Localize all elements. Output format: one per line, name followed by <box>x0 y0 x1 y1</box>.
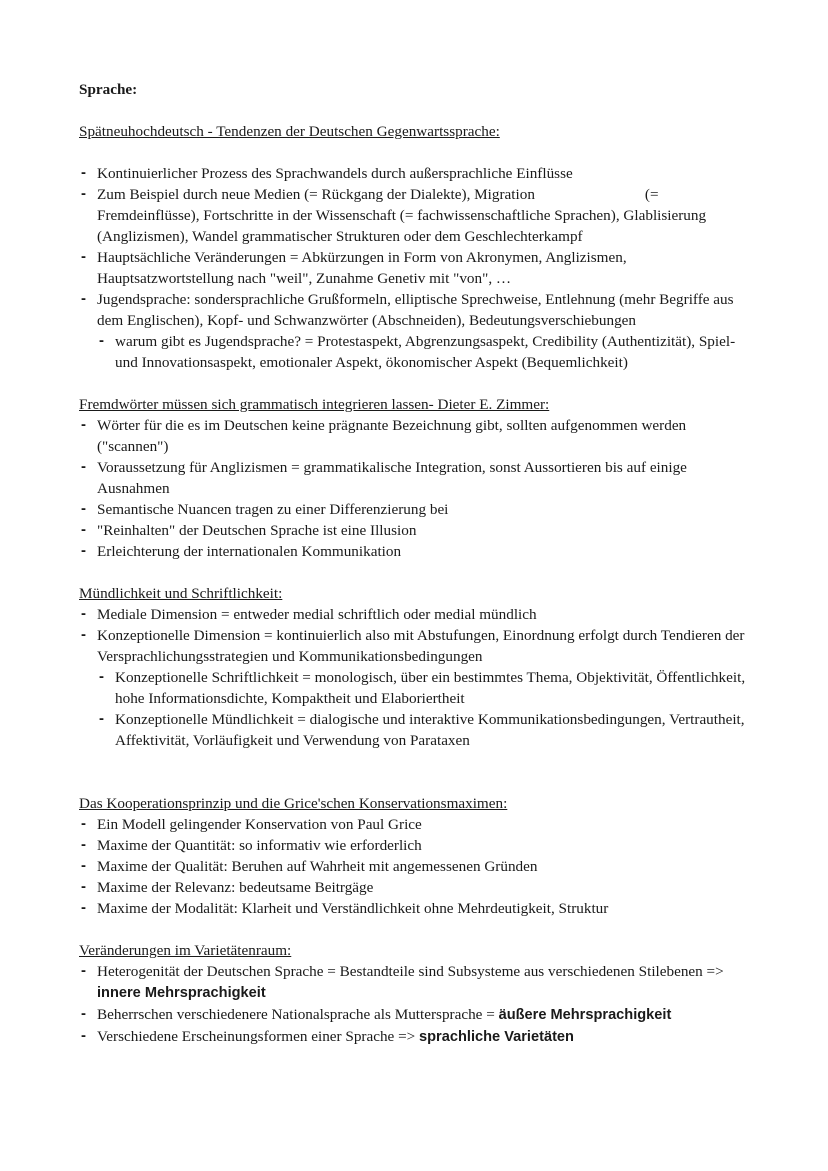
bullet-list <box>79 814 759 919</box>
list-item: - "Reinhalten" der Deutschen Sprache ist eine Illusion <box>79 520 759 541</box>
list-item: - Voraussetzung für Anglizismen = grammatikalische Integration, sonst Aussortieren bis auf einige Ausnahmen <box>79 457 759 499</box>
list-item: - Wörter für die es im Deutschen keine prägnante Bezeichnung gibt, sollten aufgenommen werden ("scannen") <box>79 415 759 457</box>
document-page <box>79 79 759 1048</box>
emphasis-term: sprachliche Varietäten <box>419 1029 574 1045</box>
list-item <box>79 625 759 751</box>
list-item: - Maxime der Qualität: Beruhen auf Wahrheit mit angemessenen Gründen <box>79 856 759 877</box>
list-item-text: Heterogenität der Deutschen Sprache = Bestandteile sind Subsysteme aus verschiedenen Stilebenen => <box>97 963 724 980</box>
section-heading: Spätneuhochdeutsch - Tendenzen der Deutschen Gegenwartssprache: <box>79 123 500 140</box>
list-item <box>79 961 759 1004</box>
list-item: - Maxime der Relevanz: bedeutsame Beitrgäge <box>79 877 759 898</box>
list-item: - Hauptsächliche Veränderungen = Abkürzungen in Form von Akronymen, Anglizismen, Hauptsatzwortstellung nach "weil", Zunahme Genetiv mit "von", … <box>79 247 759 289</box>
list-item: - Maxime der Modalität: Klarheit und Verständlichkeit ohne Mehrdeutigkeit, Struktur <box>79 898 759 919</box>
bullet-list <box>79 163 759 373</box>
spacer <box>79 373 759 394</box>
list-item-text: Verschiedene Erscheinungsformen einer Sprache => <box>97 1028 416 1045</box>
list-item: - Erleichterung der internationalen Kommunikation <box>79 541 759 562</box>
emphasis-term: äußere Mehrsprachigkeit <box>498 1007 672 1023</box>
sub-list-item: - Konzeptionelle Schriftlichkeit = monologisch, über ein bestimmtes Thema, Objektivität, Öffentlichkeit, hohe Informationsdichte, Kompaktheit und Elaboriertheit <box>97 667 759 709</box>
list-item-text: (= <box>644 186 659 203</box>
document-title: Sprache: <box>79 81 138 98</box>
sub-bullet-list <box>97 667 759 751</box>
list-item: - Kontinuierlicher Prozess des Sprachwandels durch außersprachliche Einflüsse <box>79 163 759 184</box>
list-item-text: Zum Beispiel durch neue Medien (= Rückgang der Dialekte), Migration <box>97 186 535 203</box>
bullet-list <box>79 604 759 751</box>
list-item <box>79 1004 759 1026</box>
list-item-text: Beherrschen verschiedenere Nationalsprache als Muttersprache = <box>97 1006 495 1023</box>
spacer <box>79 562 759 583</box>
sub-list-item: - warum gibt es Jugendsprache? = Protestaspekt, Abgrenzungsaspekt, Credibility (Authentizität), Spiel- und Innovationsaspekt, emotionaler Aspekt, ökonomischer Aspekt (Bequemlichkeit) <box>97 331 759 373</box>
list-item: - Semantische Nuancen tragen zu einer Differenzierung bei <box>79 499 759 520</box>
list-item-text: Jugendsprache: sondersprachliche Grußformeln, elliptische Sprechweise, Entlehnung (mehr Begriffe aus dem Englischen), Kopf- und Schwanzwörter (Abschneiden), Bedeutungsverschiebungen <box>97 291 734 329</box>
spacer <box>79 919 759 940</box>
section-heading: Veränderungen im Varietätenraum: <box>79 942 292 959</box>
spacer <box>79 100 759 121</box>
bullet-list <box>79 961 759 1048</box>
spacer <box>79 751 759 793</box>
sub-bullet-list <box>97 331 759 373</box>
list-item-text: Konzeptionelle Dimension = kontinuierlich also mit Abstufungen, Einordnung erfolgt durch Tendieren der Versprachlichungsstrategien und Kommunikationsbedingungen <box>97 627 745 665</box>
list-item <box>79 289 759 373</box>
list-item-text: Fremdeinflüsse), Fortschritte in der Wissenschaft (= fachwissenschaftliche Sprachen), Glablisierung (Anglizismen), Wandel grammatischer Strukturen oder dem Geschlechterkampf <box>97 207 707 245</box>
list-item: - Mediale Dimension = entweder medial schriftlich oder medial mündlich <box>79 604 759 625</box>
emphasis-term: innere Mehrsprachigkeit <box>97 985 266 1001</box>
list-item <box>79 1026 759 1048</box>
section-heading: Das Kooperationsprinzip und die Grice'schen Konservationsmaximen: <box>79 795 508 812</box>
list-item: - Ein Modell gelingender Konservation von Paul Grice <box>79 814 759 835</box>
section-heading: Fremdwörter müssen sich grammatisch integrieren lassen- Dieter E. Zimmer: <box>79 396 550 413</box>
list-item <box>79 184 759 247</box>
sub-list-item: - Konzeptionelle Mündlichkeit = dialogische und interaktive Kommunikationsbedingungen, Vertrautheit, Affektivität, Vorläufigkeit und Verwendung von Parataxen <box>97 709 759 751</box>
list-item: - Maxime der Quantität: so informativ wie erforderlich <box>79 835 759 856</box>
spacer <box>79 142 759 163</box>
bullet-list <box>79 415 759 562</box>
section-heading: Mündlichkeit und Schriftlichkeit: <box>79 585 283 602</box>
